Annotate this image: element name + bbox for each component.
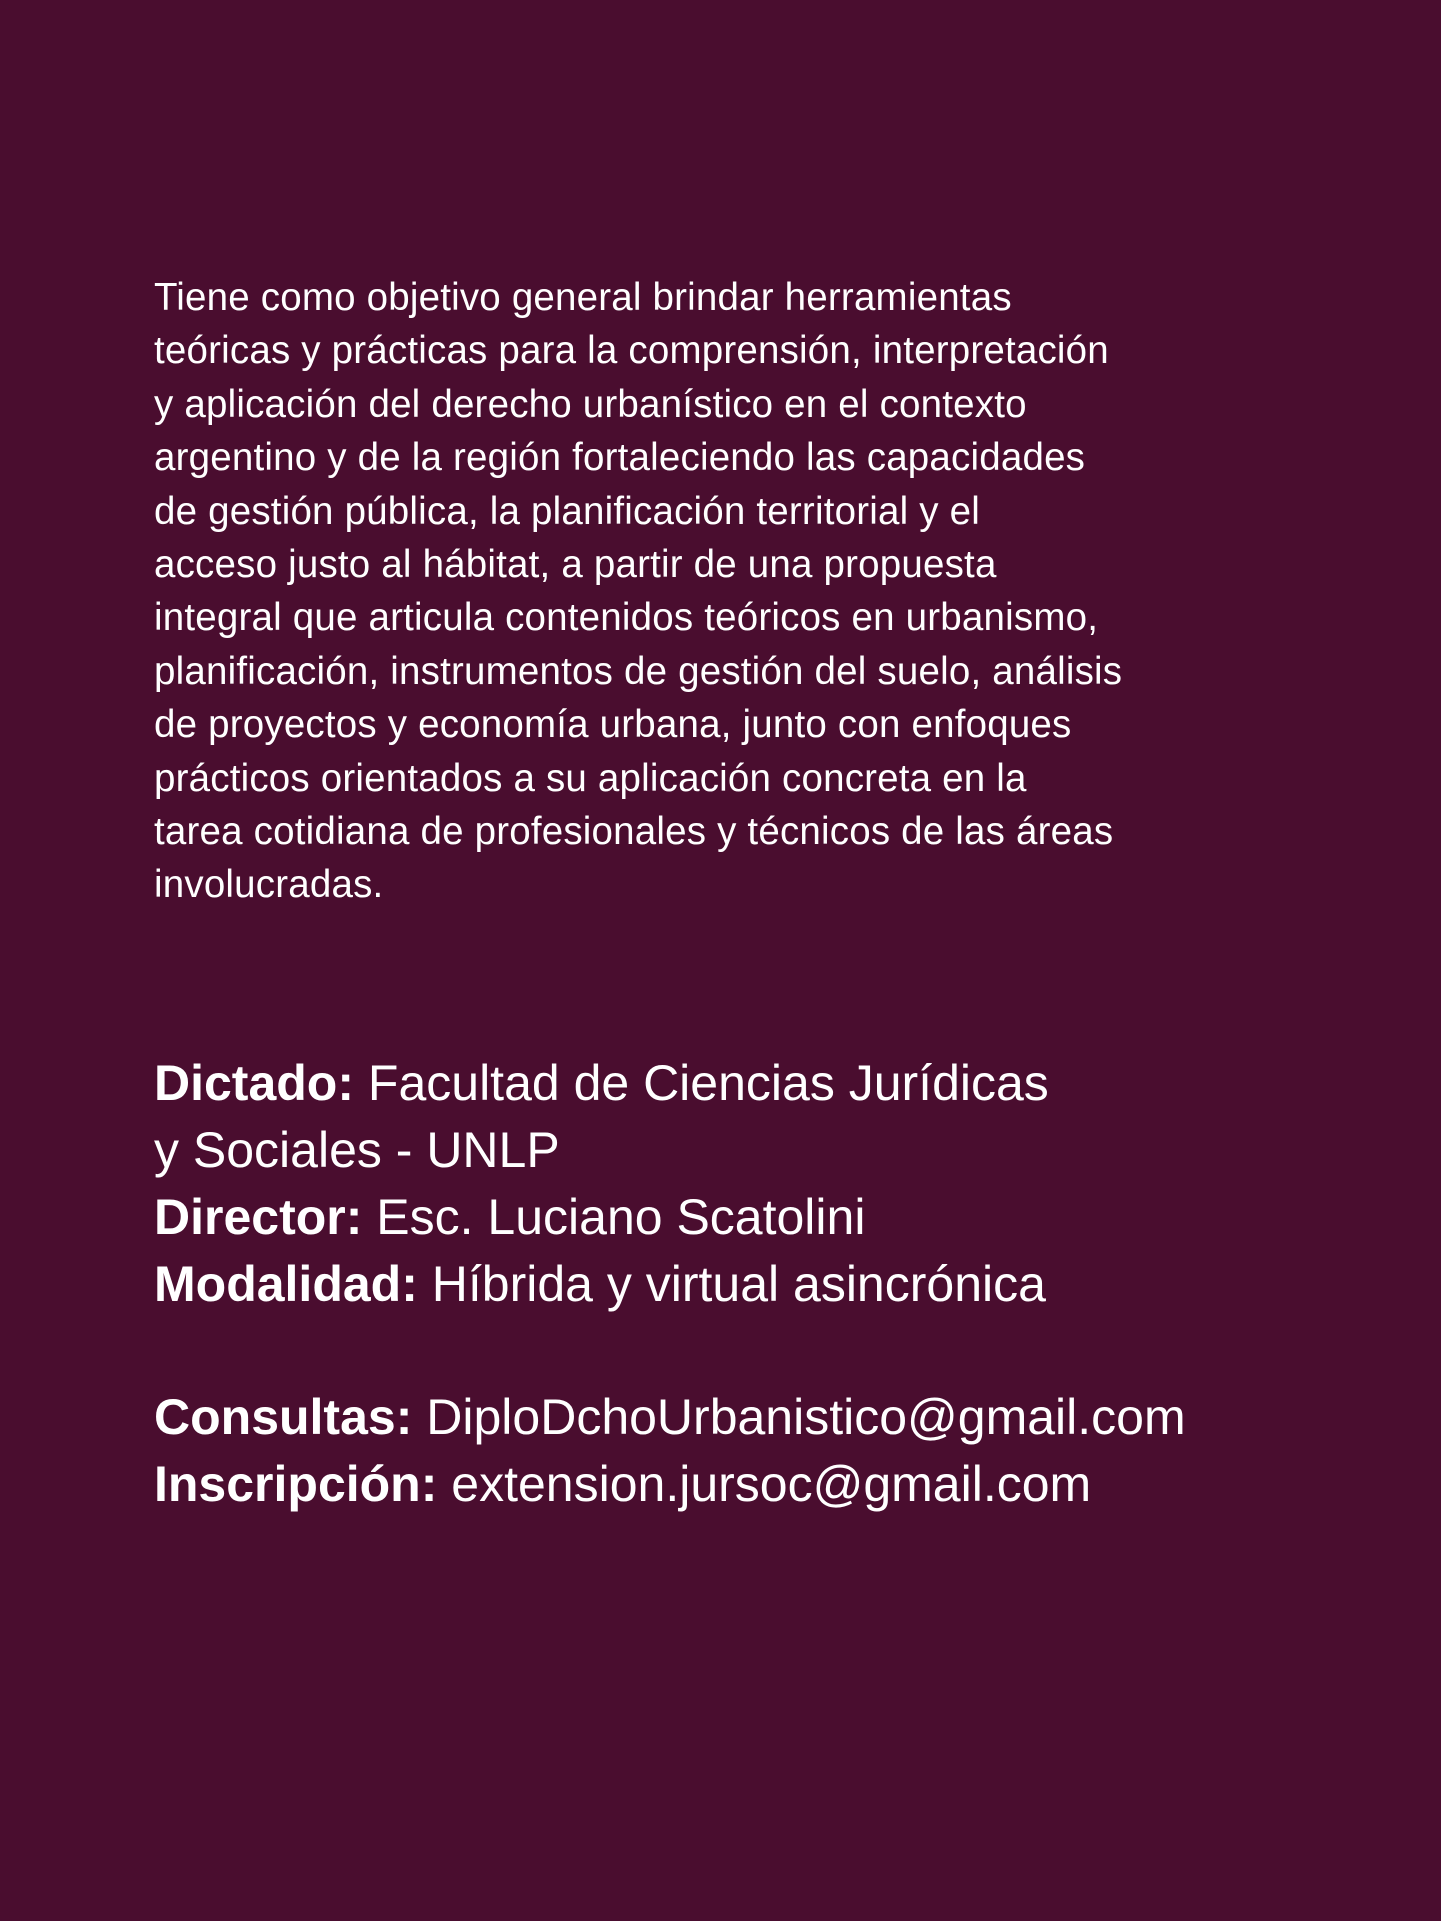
inscripcion-label: Inscripción: [154, 1456, 438, 1512]
description-line: Tiene como objetivo general brindar herramientas [154, 276, 1012, 319]
inscripcion-email[interactable]: extension.jursoc@gmail.com [451, 1456, 1092, 1512]
modalidad-label: Modalidad: [154, 1256, 418, 1312]
director-row [154, 1184, 1404, 1251]
description-line: tarea cotidiana de profesionales y técnicos de las áreas [154, 810, 1114, 854]
modalidad-row [154, 1251, 1404, 1318]
description-line: argentino y de la región fortaleciendo las capacidades [154, 436, 1086, 480]
dictado-row-continuation [154, 1117, 1404, 1184]
description-line: teóricas y prácticas para la comprensión, interpretación [154, 329, 1109, 373]
section-spacer [154, 1318, 1404, 1384]
dictado-row [154, 1050, 1404, 1117]
consultas-label: Consultas: [154, 1389, 413, 1445]
description-line: involucradas. [154, 863, 384, 907]
consultas-email[interactable]: DiploDchoUrbanistico@gmail.com [426, 1389, 1186, 1445]
description-line: acceso justo al hábitat, a partir de una propuesta [154, 543, 997, 587]
dictado-value-continuation: y Sociales - UNLP [154, 1122, 560, 1178]
description-line: y aplicación del derecho urbanístico en el contexto [154, 382, 1027, 426]
dictado-value: Facultad de Ciencias Jurídicas [367, 1055, 1049, 1111]
inscripcion-row [154, 1451, 1404, 1518]
description-line: de gestión pública, la planificación territorial y el [154, 489, 980, 533]
dictado-label: Dictado: [154, 1055, 354, 1111]
description-line: integral que articula contenidos teóricos en urbanismo, [154, 596, 1099, 640]
director-value: Esc. Luciano Scatolini [376, 1189, 866, 1245]
course-info [154, 1050, 1404, 1518]
description-line: de proyectos y economía urbana, junto con enfoques [154, 703, 1072, 747]
modalidad-value: Híbrida y virtual asincrónica [431, 1256, 1046, 1312]
description-line: planificación, instrumentos de gestión del suelo, análisis [154, 649, 1123, 693]
description-line: prácticos orientados a su aplicación concreta en la [154, 756, 1027, 800]
director-label: Director: [154, 1189, 363, 1245]
description-paragraph [154, 271, 1334, 912]
consultas-row [154, 1384, 1404, 1451]
